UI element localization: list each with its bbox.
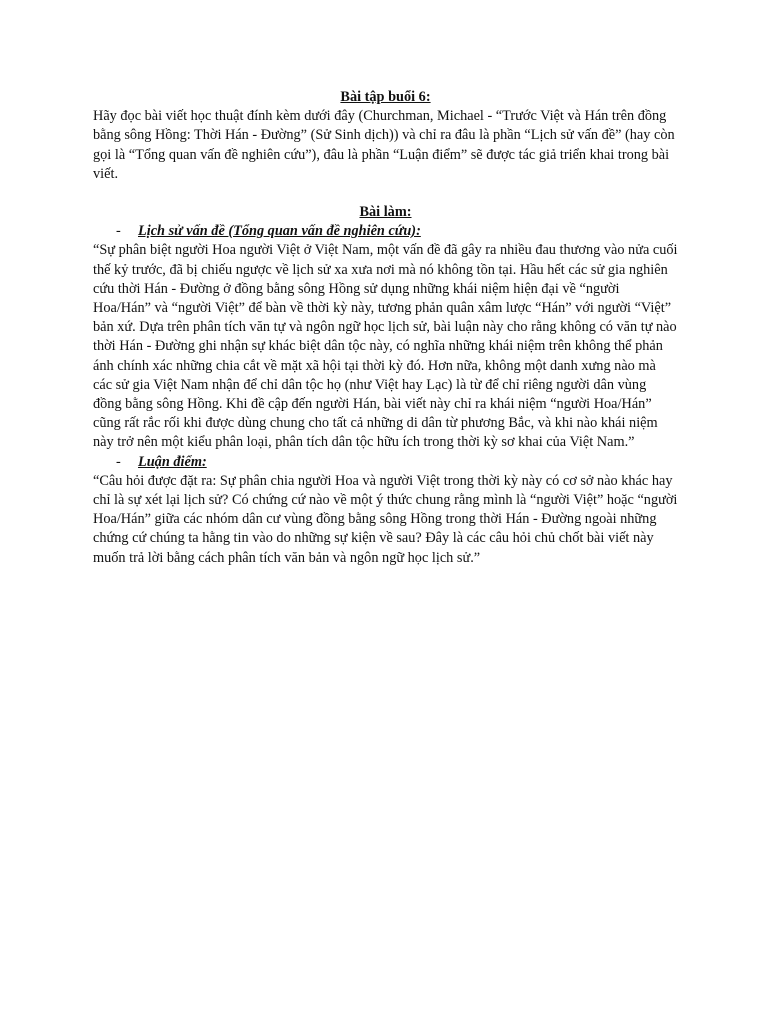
bullet-dash: -: [116, 223, 121, 240]
exercise-title: Bài tập buổi 6:: [340, 89, 431, 105]
document-page: [93, 88, 678, 568]
section-text-thesis: “Câu hỏi được đặt ra: Sự phân chia người Hoa và người Việt trong thời kỳ này có cơ sở nào khác hay chỉ là sự xét lại lịch sử? Có chứng cứ nào về một ý thức chung rằng mình là “người Việt” hoặc “người Hoa/Hán” giữa các nhóm dân cư vùng đồng bằng sông Hồng trong thời Hán - Đường ngoài những chứng cứ chúng ta hằng tin vào do những sự kiện về sau? Đây là các câu hỏi chủ chốt bài viết này muốn trả lời bằng cách phân tích văn bản và ngôn ngữ học lịch sử.”: [93, 472, 678, 566]
bullet-dash: -: [116, 453, 121, 470]
section-heading-thesis: [93, 453, 678, 472]
section-text-history: “Sự phân biệt người Hoa người Việt ở Việt Nam, một vấn đề đã gây ra nhiều đau thương vào nửa cuối thế kỷ trước, đã bị chiếu ngược về lịch sử xa xưa nơi mà nó không tồn tại. Hầu hết các sử gia nghiên cứu thời Hán - Đường ở đồng bằng sông Hồng sử dụng những khái niệm hiện đại về “người Hoa/Hán” và “người Việt” để bàn về thời kỳ này, tương phản quân xâm lược “Hán” với người “Việt” bản xứ. Dựa trên phân tích văn tự và ngôn ngữ học lịch sử, bài luận này cho rằng không có văn tự nào thời Hán - Đường ghi nhận sự khác biệt dân tộc này, có nghĩa những khái niệm trên không thể phản ánh chính xác những chia cắt về mặt xã hội tại thời kỳ đó. Hơn nữa, không một danh xưng nào mà các sử gia Việt Nam nhận để chỉ dân tộc họ (như Việt hay Lạc) là từ để chỉ riêng người dân vùng đồng bằng sông Hồng. Khi đề cập đến người Hán, bài viết này chỉ ra khái niệm “người Hoa/Hán” cũng rất rắc rối khi được dùng chung cho tất cả những di dân từ phương Bắc, và khi nào khái niệm này trở nên một kiểu phân loại, phân tích dân tộc hữu ích trong thời kỳ sơ khai của Việt Nam.”: [93, 242, 678, 451]
section-label-thesis: Luận điểm:: [138, 453, 207, 470]
section-heading-history: [93, 222, 678, 241]
section-label-history: Lịch sử vấn đề (Tổng quan vấn đề nghiên cứu):: [138, 223, 421, 240]
exercise-prompt: Hãy đọc bài viết học thuật đính kèm dưới đây (Churchman, Michael - “Trước Việt và Hán trên đồng bằng sông Hồng: Thời Hán - Đường” (Sử Sinh dịch)) và chỉ ra đâu là phần “Lịch sử vấn đề” (hay còn gọi là “Tổng quan vấn đề nghiên cứu”), đâu là phần “Luận điểm” sẽ được tác giả triển khai trong bài viết.: [93, 108, 675, 182]
paragraph-gap: [93, 184, 678, 203]
answer-title: Bài làm:: [359, 204, 412, 221]
